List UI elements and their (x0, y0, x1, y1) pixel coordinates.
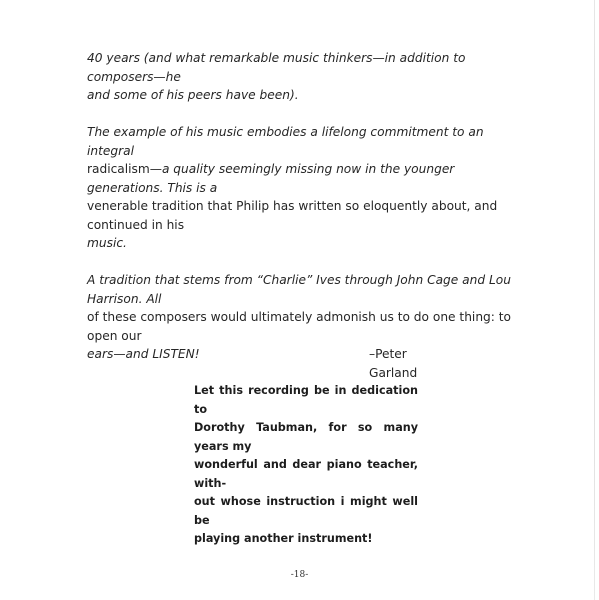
dedication-text (194, 382, 418, 549)
p3-line-2: of these composers would ultimately admonish us to do one thing: to open our (87, 310, 511, 343)
p3-line-1: A tradition that stems from “Charlie” Ives through John Cage and Lou Harrison. All (87, 273, 511, 306)
p1-line-2: and some of his peers have been). (87, 88, 299, 102)
paragraph-3 (87, 271, 532, 380)
essay-text (87, 49, 532, 382)
p2-line-2: —a quality seemingly missing now in the younger generations. This is a (87, 162, 455, 195)
dedication-line-2: Dorothy Taubman, for so many years my (194, 421, 418, 453)
paragraph-2 (87, 123, 532, 253)
paragraph-1 (87, 49, 532, 105)
p2-line-3: venerable tradition that Philip has written so eloquently about, and continued in his (87, 199, 498, 232)
dedication-line-3: wonderful and dear piano teacher, with- (194, 458, 418, 490)
p2-line-2-word: radicalism (87, 162, 150, 176)
p1-line-1: 40 years (and what remarkable music thinkers—in addition to composers—he (87, 51, 466, 84)
page-edge (594, 0, 595, 600)
dedication-line-5: playing another instrument! (194, 532, 373, 545)
p3-line-3-row (87, 347, 418, 380)
p2-line-4: music. (87, 236, 127, 250)
dedication-line-1: Let this recording be in dedication to (194, 384, 418, 416)
page-number: -18- (290, 570, 309, 580)
p2-line-1: The example of his music embodies a lifelong commitment to an integral (87, 125, 484, 158)
dedication-line-4: out whose instruction i might well be (194, 495, 418, 527)
author-signature: –Peter Garland (369, 347, 418, 380)
p3-line-3: ears—and LISTEN! (87, 347, 200, 361)
